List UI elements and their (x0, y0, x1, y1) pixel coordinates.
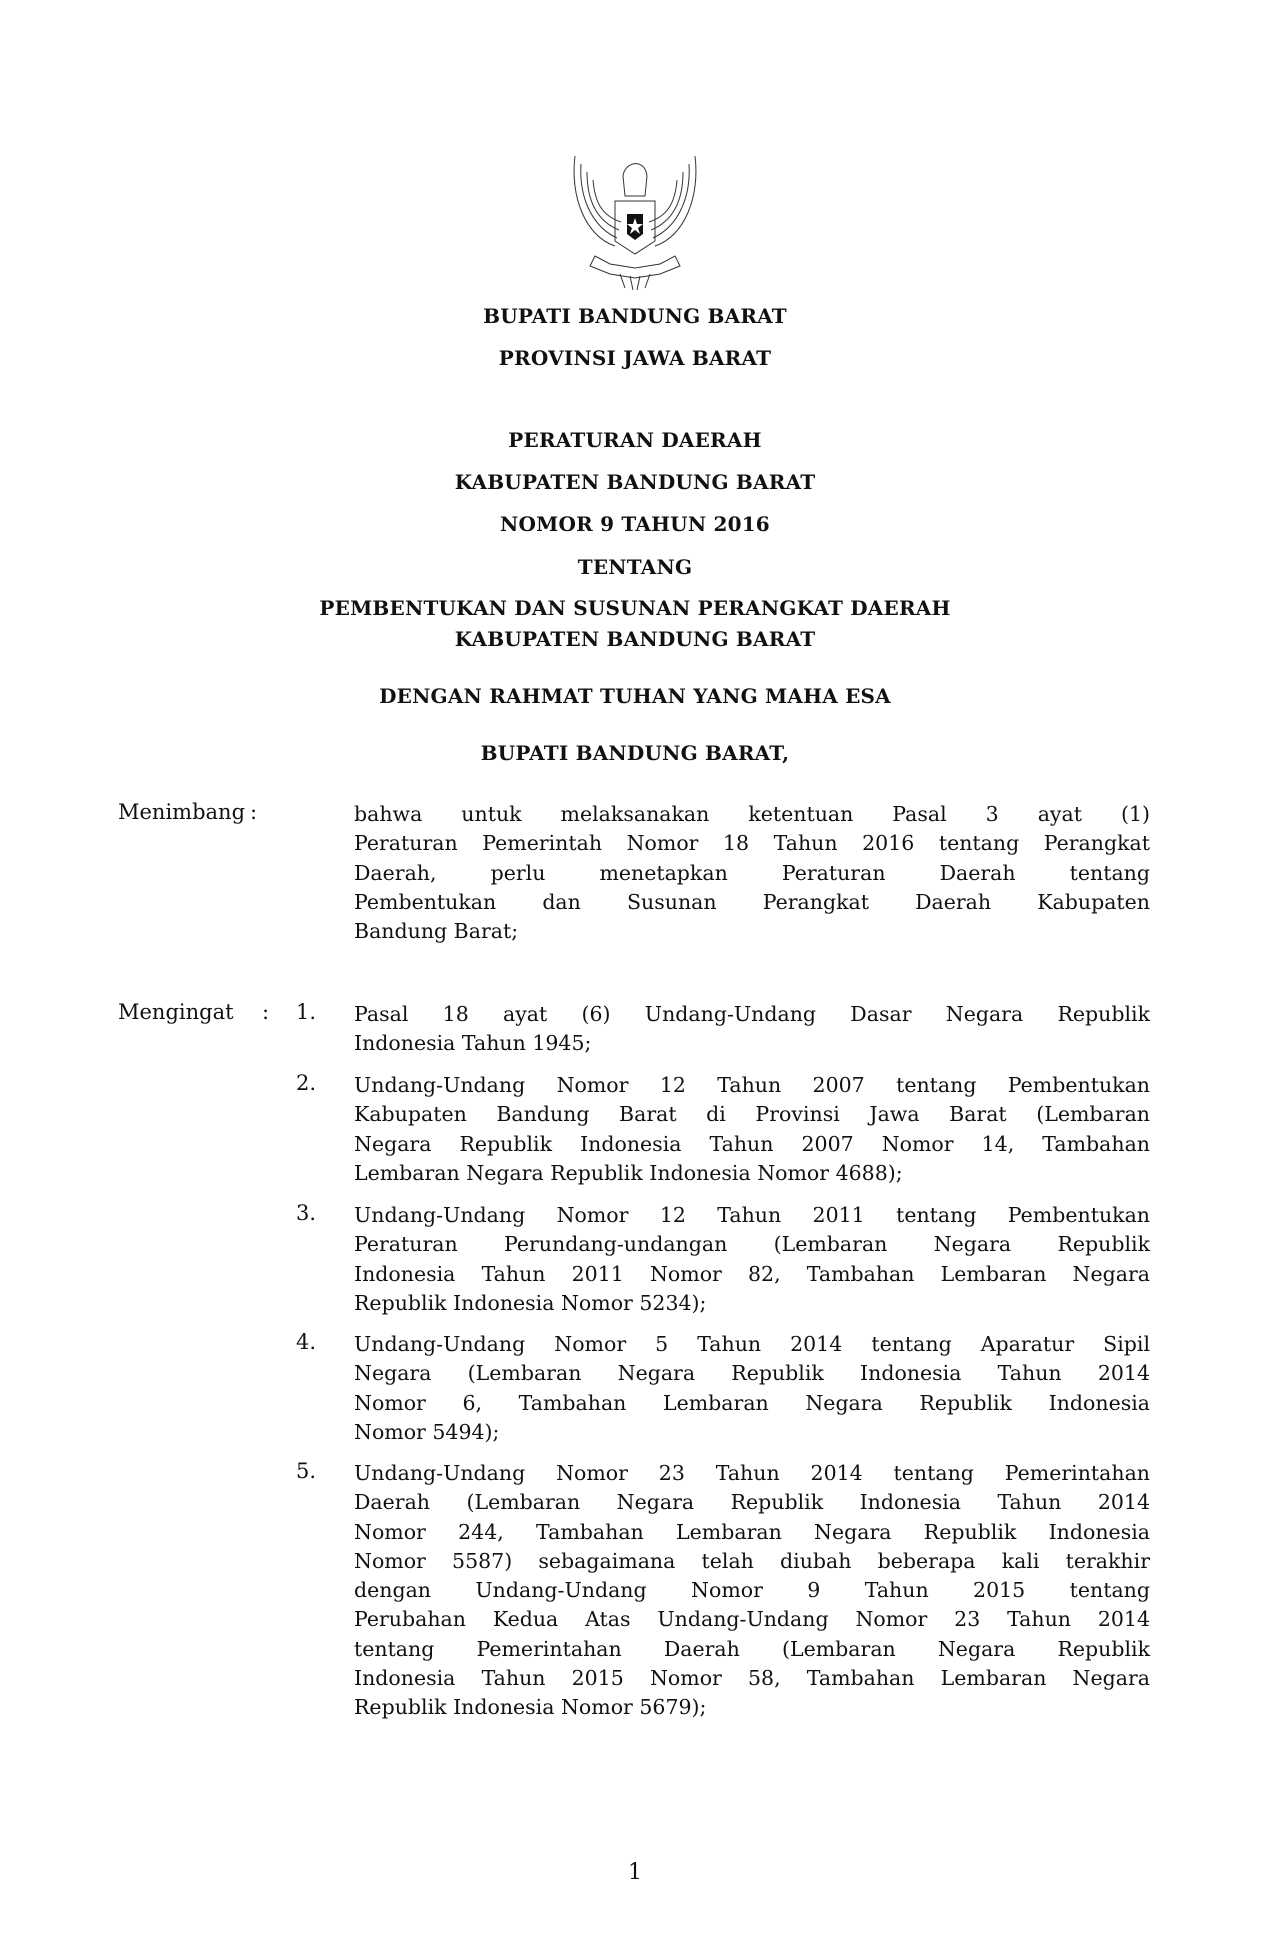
text-line: Nomor 5494); (354, 1419, 500, 1444)
text-line: Nomor 244, Tambahan Lembaran Negara Republik Indonesia (354, 1519, 1150, 1544)
list-item (354, 1000, 1150, 1059)
mengingat-colon: : (262, 1000, 270, 1024)
heading-peraturan-daerah: PERATURAN DAERAH (508, 428, 762, 452)
text-line: Undang-Undang Nomor 23 Tahun 2014 tentang Pemerintahan (354, 1461, 1150, 1485)
text-line: Bandung Barat; (354, 919, 519, 944)
heading-nomor: NOMOR 9 TAHUN 2016 (500, 512, 770, 536)
text-line: Peraturan Pemerintah Nomor 18 Tahun 2016 tentang Perangkat (354, 831, 1150, 856)
text-line: Peraturan Perundang-undangan (Lembaran Negara Republik (354, 1232, 1150, 1257)
text-line: Undang-Undang Nomor 5 Tahun 2014 tentang Aparatur Sipil (354, 1332, 1150, 1356)
list-item (354, 1459, 1150, 1723)
heading-subject-line1: PEMBENTUKAN DAN SUSUNAN PERANGKAT DAERAH (319, 596, 951, 620)
heading-tentang: TENTANG (577, 555, 693, 579)
heading-provinsi: PROVINSI JAWA BARAT (498, 346, 772, 370)
heading-bupati: BUPATI BANDUNG BARAT (483, 304, 787, 328)
text-line: Undang-Undang Nomor 12 Tahun 2011 tentang Pembentukan (354, 1203, 1150, 1227)
text-line: Daerah (Lembaran Negara Republik Indonesia Tahun 2014 (354, 1490, 1150, 1515)
text-line: Republik Indonesia Nomor 5234); (354, 1290, 707, 1315)
list-item-number: 1. (296, 1000, 317, 1024)
menimbang-colon: : (250, 800, 258, 824)
text-line: Indonesia Tahun 2011 Nomor 82, Tambahan Lembaran Negara (354, 1261, 1150, 1286)
list-item-number: 2. (296, 1071, 317, 1095)
list-item-number: 4. (296, 1330, 317, 1354)
list-item-number: 5. (296, 1459, 317, 1483)
text-line: Undang-Undang Nomor 12 Tahun 2007 tentang Pembentukan (354, 1073, 1150, 1097)
text-line: bahwa untuk melaksanakan ketentuan Pasal 3 ayat (1) (354, 802, 1150, 826)
heading-bupati-comma: BUPATI BANDUNG BARAT, (480, 741, 790, 765)
list-item (354, 1330, 1150, 1447)
list-item-number: 3. (296, 1201, 317, 1225)
text-line: Lembaran Negara Republik Indonesia Nomor 4688); (354, 1160, 903, 1185)
text-line: Negara (Lembaran Negara Republik Indonesia Tahun 2014 (354, 1361, 1150, 1386)
list-item (354, 1071, 1150, 1188)
text-line: Daerah, perlu menetapkan Peraturan Daerah tentang (354, 860, 1150, 885)
mengingat-label: Mengingat (118, 1000, 234, 1024)
text-line: Perubahan Kedua Atas Undang-Undang Nomor 23 Tahun 2014 (354, 1607, 1150, 1632)
garuda-emblem-icon (565, 146, 705, 291)
page-number: 1 (628, 1860, 642, 1885)
heading-rahmat: DENGAN RAHMAT TUHAN YANG MAHA ESA (379, 684, 891, 708)
text-line: Republik Indonesia Nomor 5679); (354, 1695, 707, 1720)
text-line: Nomor 6, Tambahan Lembaran Negara Republik Indonesia (354, 1390, 1150, 1415)
text-line: Pembentukan dan Susunan Perangkat Daerah Kabupaten (354, 889, 1150, 914)
list-item (354, 1201, 1150, 1318)
heading-subject-line2: KABUPATEN BANDUNG BARAT (454, 627, 816, 651)
text-line: dengan Undang-Undang Nomor 9 Tahun 2015 tentang (354, 1578, 1150, 1603)
text-line: Pasal 18 ayat (6) Undang-Undang Dasar Negara Republik (354, 1002, 1150, 1026)
text-line: Kabupaten Bandung Barat di Provinsi Jawa Barat (Lembaran (354, 1102, 1150, 1127)
text-line: Nomor 5587) sebagaimana telah diubah beberapa kali terakhir (354, 1548, 1150, 1573)
text-line: Negara Republik Indonesia Tahun 2007 Nomor 14, Tambahan (354, 1131, 1150, 1156)
text-line: Indonesia Tahun 2015 Nomor 58, Tambahan Lembaran Negara (354, 1666, 1150, 1691)
menimbang-label: Menimbang (118, 800, 246, 824)
text-line: tentang Pemerintahan Daerah (Lembaran Negara Republik (354, 1636, 1150, 1661)
text-line: Indonesia Tahun 1945; (354, 1031, 592, 1056)
heading-kabupaten: KABUPATEN BANDUNG BARAT (454, 470, 816, 494)
menimbang-text (354, 800, 1150, 946)
